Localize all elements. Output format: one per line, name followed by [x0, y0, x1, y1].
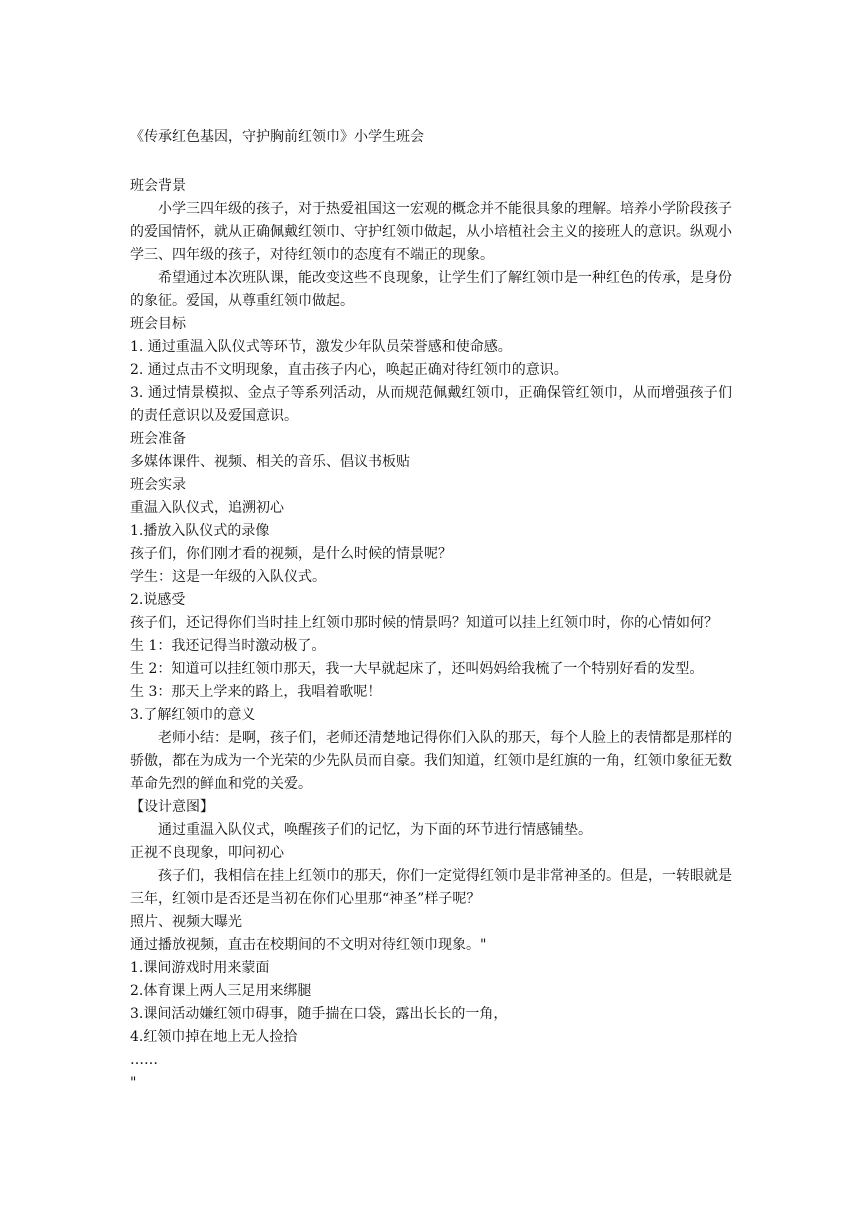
video-intro-line: 通过播放视频，直击在校期间的不文明对待红领巾现象。" — [130, 937, 487, 953]
list-item: 3.课间活动嫌红领巾碍事，随手揣在口袋，露出长长的一角， — [130, 1006, 508, 1022]
dialogue-line: 孩子们，你们刚才看的视频，是什么时候的情景呢？ — [130, 546, 452, 562]
closing-quote-line: " — [130, 1075, 137, 1091]
goal-item-2: 2. 通过点击不文明现象，直击孩子内心，唤起正确对待红领巾的意识。 — [130, 362, 568, 378]
dialogue-line: 生 2：知道可以挂红领巾那天，我一大早就起床了，还叫妈妈给我梳了一个特别好看的发型。 — [130, 661, 704, 677]
bad-behavior-paragraph: 孩子们，我相信在挂上红领巾的那天，你们一定觉得红领巾是非常神圣的。但是，一转眼就是三年，红领巾是否还是当初在你们心里那“神圣”样子呢？ — [130, 868, 732, 907]
list-item: 4.红领巾掉在地上无人捡拾 — [130, 1029, 298, 1045]
section-heading-background: 班会背景 — [130, 178, 186, 194]
teacher-summary-paragraph: 老师小结：是啊，孩子们，老师还清楚地记得你们入队的那天，每个人脸上的表情都是那样的骄傲，都在为成为一个光荣的少先队员而自豪。我们知道，红领巾是红旗的一角，红领巾象征无数革命先烈的鲜血和党的关爱。 — [130, 730, 732, 792]
dialogue-line: 生 3：那天上学来的路上，我唱着歌呢！ — [130, 684, 382, 700]
subsection-heading-bad-behavior: 正视不良现象，叩问初心 — [130, 845, 284, 861]
ellipsis-line: …… — [130, 1052, 158, 1068]
document-title: 《传承红色基因，守护胸前红领巾》小学生班会 — [130, 129, 424, 145]
section-heading-record: 班会实录 — [130, 477, 186, 493]
subsection-heading-ceremony: 重温入队仪式，追溯初心 — [130, 500, 284, 516]
section-heading-goals: 班会目标 — [130, 316, 186, 332]
design-intent-paragraph: 通过重温入队仪式，唤醒孩子们的记忆，为下面的环节进行情感铺垫。 — [158, 822, 592, 838]
dialogue-line: 生 1：我还记得当时激动极了。 — [130, 638, 326, 654]
paragraph-background-1: 小学三四年级的孩子，对于热爱祖国这一宏观的概念并不能很具象的理解。培养小学阶段孩子的爱国情怀，就从正确佩戴红领巾、守护红领巾做起，从小培植社会主义的接班人的意识。纵观小学三、四年级的孩子，对待红领巾的态度有不端正的现象。 — [130, 201, 732, 263]
preparation-text: 多媒体课件、视频、相关的音乐、倡议书板贴 — [130, 454, 410, 470]
step-3-heading: 3.了解红领巾的意义 — [130, 707, 256, 723]
goal-item-1: 1. 通过重温入队仪式等环节，激发少年队员荣誉感和使命感。 — [130, 339, 512, 355]
section-heading-preparation: 班会准备 — [130, 431, 186, 447]
document-body — [130, 126, 732, 1095]
photo-video-heading: 照片、视频大曝光 — [130, 914, 242, 930]
list-item: 2.体育课上两人三足用来绑腿 — [130, 983, 312, 999]
step-1-heading: 1.播放入队仪式的录像 — [130, 523, 270, 539]
dialogue-line: 学生：这是一年级的入队仪式。 — [130, 569, 326, 585]
paragraph-background-2: 希望通过本次班队课，能改变这些不良现象，让学生们了解红领巾是一种红色的传承，是身份的象征。爱国，从尊重红领巾做起。 — [130, 270, 732, 309]
list-item: 1.课间游戏时用来蒙面 — [130, 960, 270, 976]
step-2-heading: 2.说感受 — [130, 592, 186, 608]
design-intent-heading: 【设计意图】 — [130, 799, 214, 815]
goal-item-3: 3. 通过情景模拟、金点子等系列活动，从而规范佩戴红领巾，正确保管红领巾，从而增强孩子们的责任意识以及爱国意识。 — [130, 385, 732, 424]
dialogue-paragraph: 孩子们，还记得你们当时挂上红领巾那时候的情景吗？知道可以挂上红领巾时，你的心情如何？ — [130, 615, 718, 631]
